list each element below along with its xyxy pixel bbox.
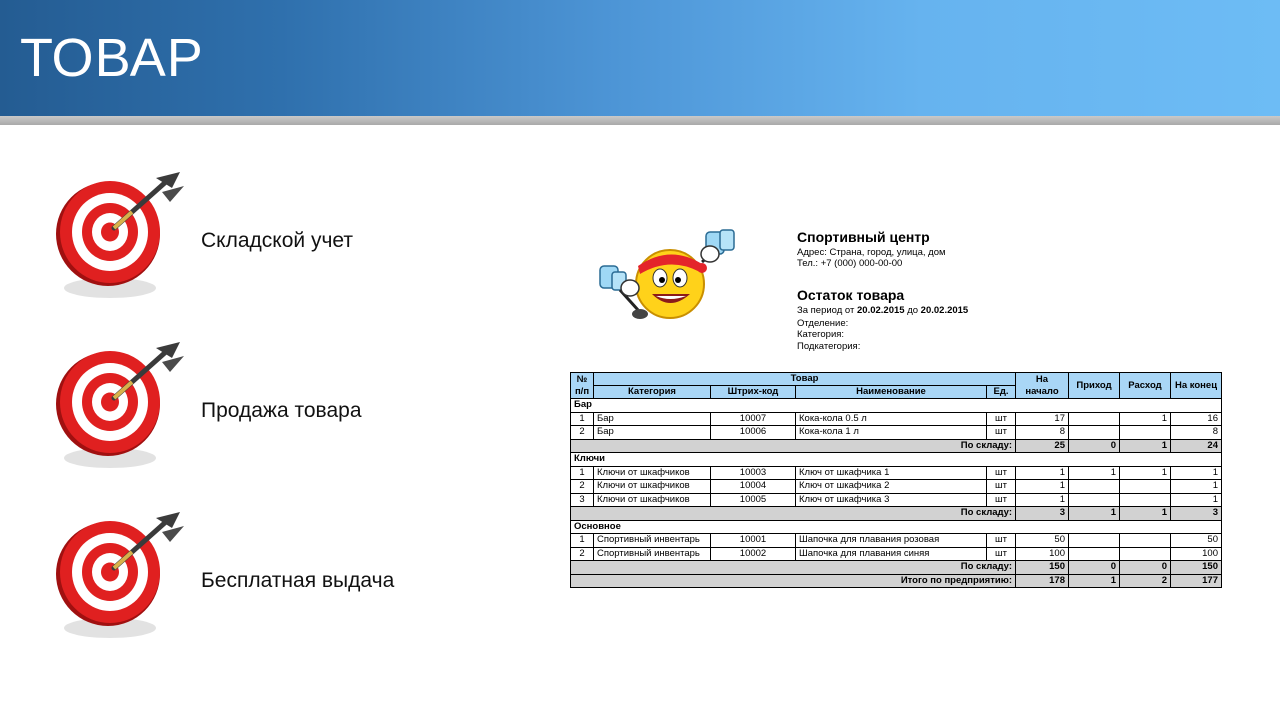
row-name: Ключ от шкафчика 3 [796, 493, 987, 507]
slide-title: ТОВАР [20, 28, 204, 88]
row-start: 1 [1016, 480, 1069, 494]
row-category: Ключи от шкафчиков [594, 466, 711, 480]
col-name: Наименование [796, 386, 987, 399]
total-label: Итого по предприятию: [571, 574, 1016, 588]
col-end: На конец [1171, 373, 1222, 399]
total-expense: 2 [1120, 574, 1171, 588]
feature-label-warehouse: Складской учет [201, 229, 353, 252]
row-barcode: 10005 [711, 493, 796, 507]
smiley-dumbbell-mascot-icon [598, 228, 742, 328]
row-name: Шапочка для плавания розовая [796, 534, 987, 548]
row-end: 8 [1171, 426, 1222, 440]
row-end: 50 [1171, 534, 1222, 548]
row-expense: 1 [1120, 412, 1171, 426]
col-category: Категория [594, 386, 711, 399]
row-income [1069, 426, 1120, 440]
subtotal-start: 150 [1016, 561, 1069, 575]
report-address: Адрес: Страна, город, улица, дом [797, 247, 946, 258]
col-barcode: Штрих-код [711, 386, 796, 399]
row-number: 2 [571, 426, 594, 440]
subtotal-income: 1 [1069, 507, 1120, 521]
row-income [1069, 534, 1120, 548]
row-barcode: 10004 [711, 480, 796, 494]
subtotal-end: 150 [1171, 561, 1222, 575]
row-start: 1 [1016, 493, 1069, 507]
group-name: Ключи [571, 453, 1222, 467]
total-income: 1 [1069, 574, 1120, 588]
report-subcategory: Подкатегория: [797, 341, 861, 352]
period-date-to: 20.02.2015 [920, 305, 969, 316]
row-expense: 1 [1120, 466, 1171, 480]
group-row [571, 399, 1222, 413]
row-start: 8 [1016, 426, 1069, 440]
header-banner [0, 0, 1280, 116]
row-unit: шт [987, 412, 1016, 426]
row-name: Ключ от шкафчика 2 [796, 480, 987, 494]
row-name: Шапочка для плавания синяя [796, 547, 987, 561]
table-row [571, 426, 1222, 440]
col-product: Товар [594, 373, 1016, 386]
row-income [1069, 480, 1120, 494]
subtotal-start: 3 [1016, 507, 1069, 521]
row-expense [1120, 493, 1171, 507]
feature-label-free-issue: Бесплатная выдача [201, 569, 395, 592]
row-barcode: 10001 [711, 534, 796, 548]
col-expense: Расход [1120, 373, 1171, 399]
subtotal-expense: 0 [1120, 561, 1171, 575]
subtotal-label: По складу: [571, 507, 1016, 521]
period-mid: до [907, 305, 919, 316]
row-end: 100 [1171, 547, 1222, 561]
group-row [571, 453, 1222, 467]
row-start: 1 [1016, 466, 1069, 480]
row-income: 1 [1069, 466, 1120, 480]
row-unit: шт [987, 466, 1016, 480]
grand-total-row [571, 574, 1222, 588]
row-barcode: 10006 [711, 426, 796, 440]
row-start: 50 [1016, 534, 1069, 548]
group-name: Бар [571, 399, 1222, 413]
row-category: Бар [594, 426, 711, 440]
subtotal-start: 25 [1016, 439, 1069, 453]
subtotal-row [571, 439, 1222, 453]
row-number: 2 [571, 547, 594, 561]
period-date-from: 20.02.2015 [857, 305, 905, 316]
table-row [571, 466, 1222, 480]
table-row [571, 480, 1222, 494]
row-unit: шт [987, 534, 1016, 548]
row-name: Кока-кола 1 л [796, 426, 987, 440]
stock-report-table [570, 372, 1222, 588]
subtotal-end: 3 [1171, 507, 1222, 521]
row-barcode: 10003 [711, 466, 796, 480]
subtotal-income: 0 [1069, 561, 1120, 575]
subtotal-expense: 1 [1120, 507, 1171, 521]
report-title: Остаток товара [797, 287, 905, 303]
table-row [571, 534, 1222, 548]
row-end: 1 [1171, 466, 1222, 480]
row-unit: шт [987, 493, 1016, 507]
row-number: 3 [571, 493, 594, 507]
row-expense [1120, 547, 1171, 561]
group-name: Основное [571, 520, 1222, 534]
row-category: Ключи от шкафчиков [594, 493, 711, 507]
subtotal-income: 0 [1069, 439, 1120, 453]
table-row [571, 547, 1222, 561]
row-expense [1120, 534, 1171, 548]
subtotal-end: 24 [1171, 439, 1222, 453]
row-start: 17 [1016, 412, 1069, 426]
row-barcode: 10002 [711, 547, 796, 561]
total-start: 178 [1016, 574, 1069, 588]
row-name: Кока-кола 0.5 л [796, 412, 987, 426]
row-category: Бар [594, 412, 711, 426]
row-end: 16 [1171, 412, 1222, 426]
header-divider [0, 116, 1280, 125]
row-category: Спортивный инвентарь [594, 534, 711, 548]
row-category: Спортивный инвентарь [594, 547, 711, 561]
subtotal-row [571, 561, 1222, 575]
subtotal-label: По складу: [571, 561, 1016, 575]
row-barcode: 10007 [711, 412, 796, 426]
subtotal-expense: 1 [1120, 439, 1171, 453]
total-end: 177 [1171, 574, 1222, 588]
table-row [571, 412, 1222, 426]
row-income [1069, 412, 1120, 426]
row-number: 1 [571, 412, 594, 426]
row-end: 1 [1171, 480, 1222, 494]
report-department: Отделение: [797, 318, 849, 329]
period-prefix: За период от [797, 305, 855, 316]
subtotal-row [571, 507, 1222, 521]
dartboard-target-icon [52, 168, 188, 304]
row-number: 1 [571, 534, 594, 548]
dartboard-target-icon [52, 338, 188, 474]
row-name: Ключ от шкафчика 1 [796, 466, 987, 480]
row-end: 1 [1171, 493, 1222, 507]
report-phone: Тел.: +7 (000) 000-00-00 [797, 258, 903, 269]
table-row [571, 493, 1222, 507]
row-unit: шт [987, 547, 1016, 561]
report-category: Категория: [797, 329, 845, 340]
row-expense [1120, 426, 1171, 440]
row-start: 100 [1016, 547, 1069, 561]
row-income [1069, 547, 1120, 561]
row-income [1069, 493, 1120, 507]
col-num: № п/п [571, 373, 594, 399]
col-unit: Ед. [987, 386, 1016, 399]
group-row [571, 520, 1222, 534]
report-company-name: Спортивный центр [797, 229, 930, 245]
subtotal-label: По складу: [571, 439, 1016, 453]
row-category: Ключи от шкафчиков [594, 480, 711, 494]
feature-label-sales: Продажа товара [201, 399, 362, 422]
col-income: Приход [1069, 373, 1120, 399]
row-number: 2 [571, 480, 594, 494]
row-unit: шт [987, 480, 1016, 494]
report-period [797, 305, 968, 317]
col-start: На начало [1016, 373, 1069, 399]
report-body [571, 399, 1222, 588]
row-number: 1 [571, 466, 594, 480]
dartboard-target-icon [52, 508, 188, 644]
row-unit: шт [987, 426, 1016, 440]
row-expense [1120, 480, 1171, 494]
